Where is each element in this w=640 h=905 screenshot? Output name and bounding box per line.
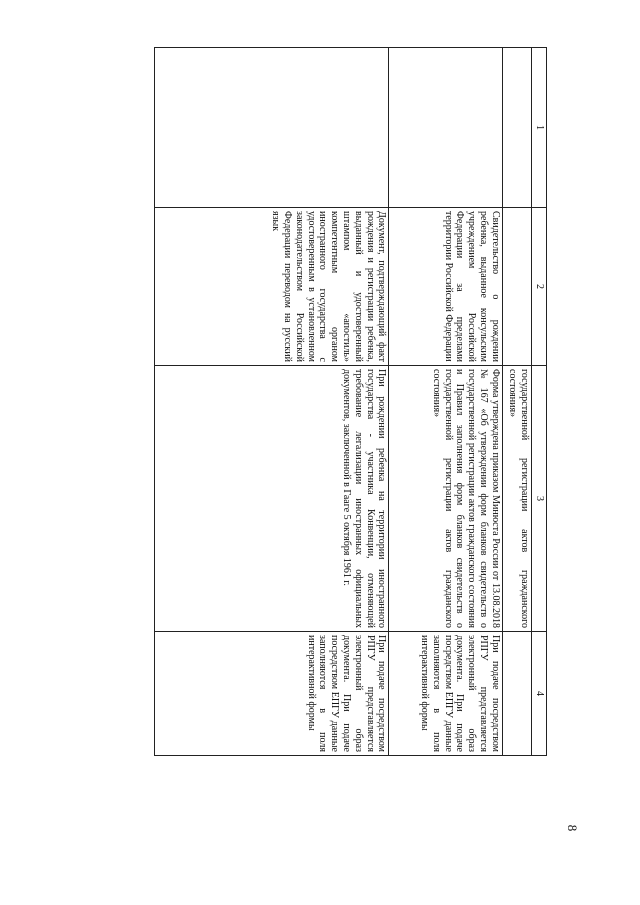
table-cell	[502, 632, 531, 756]
table-cell	[502, 48, 531, 208]
column-header-3: 3	[532, 366, 547, 632]
column-header-2: 2	[532, 208, 547, 366]
table-row	[502, 48, 531, 756]
table-cell: При подаче посредством РПГУ представляется электронный образ документа. При подаче посредством ЕПГУ данные заполняются в поля интерактивной формы	[155, 632, 389, 756]
table-cell: Документ, подтверждающий факт рождения и регистрации ребенка, выданный и удостоверенный штампом «апостиль» компетентным органом иностранного государства с удостоверенным в установленном законодательством Российской Федерации переводом на русский язык	[155, 208, 389, 366]
column-header-1: 1	[532, 48, 547, 208]
rotated-table-frame	[154, 47, 547, 755]
table-cell: При подаче посредством РПГУ представляется электронный образ документа. При подаче посредством ЕПГУ данные заполняются в поля интерактивной формы	[389, 632, 502, 756]
continuation-cell: государственной регистрации актов гражданского состояния»	[502, 366, 531, 632]
column-header-4: 4	[532, 632, 547, 756]
table-cell	[502, 208, 531, 366]
table-cell	[389, 48, 502, 208]
table-row	[155, 48, 389, 756]
table-cell: При рождении ребенка на территории иностранного государства - участника Конвенции, отменяющей требование легализации иностранных официальных документов, заключенной в Гааге 5 октября 1961 г.	[155, 366, 389, 632]
table-cell: Форма утверждена приказом Минюста России от 13.08.2018 № 167 «Об утверждении форм бланков свидетельств о государственной регистрации актов гражданского состояния и Правил заполнения форм бланков свидетельств о государственной регистрации актов гражданского состояния»	[389, 366, 502, 632]
table-header-row	[532, 48, 547, 756]
page-number: 8	[565, 824, 580, 832]
document-table	[154, 47, 547, 756]
table-row	[389, 48, 502, 756]
table-cell	[155, 48, 389, 208]
table-cell: Свидетельство о рождении ребенка, выданное консульским учреждением Российской Федерации за пределами территории Российской Федерации	[389, 208, 502, 366]
